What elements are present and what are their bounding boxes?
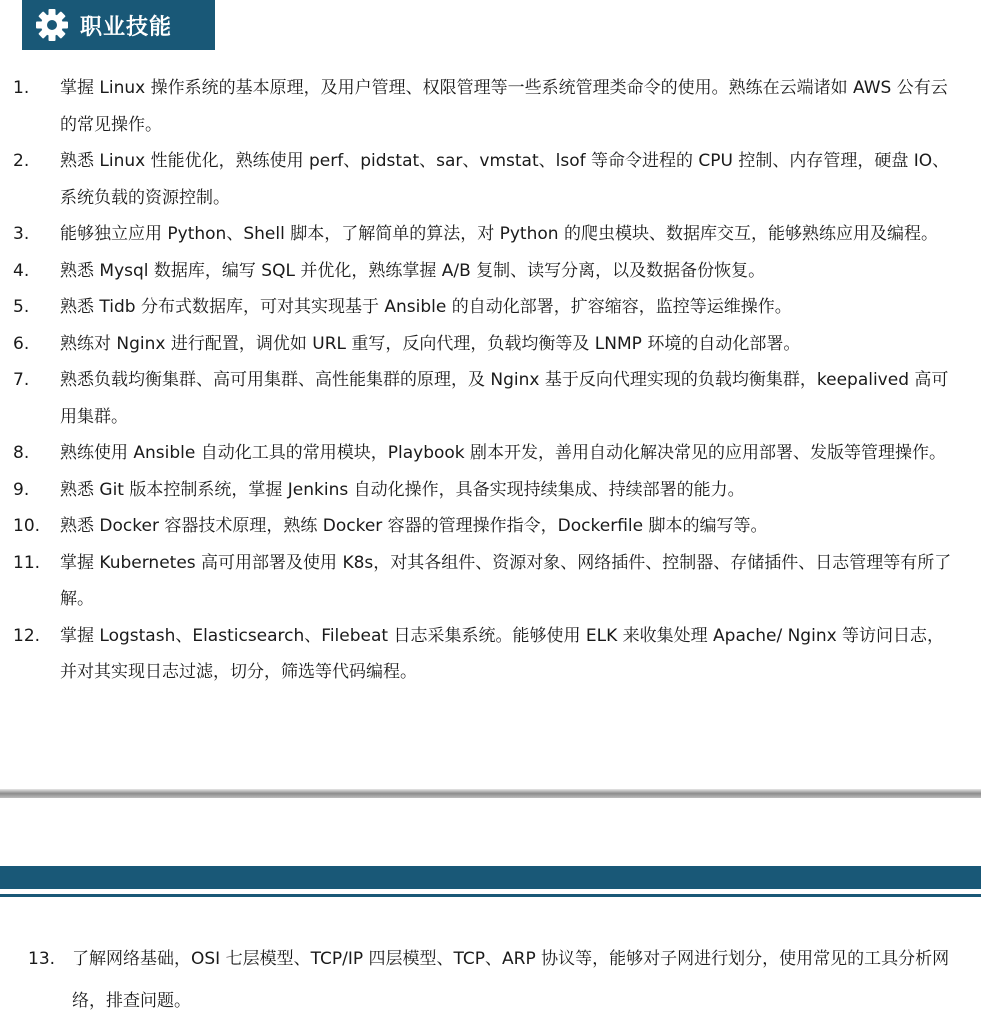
item-text: 熟练使用 Ansible 自动化工具的常用模块，Playbook 剧本开发，善用自动化解决常见的应用部署、发版等管理操作。 xyxy=(60,443,947,463)
item-number: 12. xyxy=(13,625,41,646)
list-item xyxy=(0,362,981,435)
list-item xyxy=(0,326,981,363)
list-item xyxy=(0,938,981,1022)
item-number: 3. xyxy=(13,224,30,244)
item-text: 掌握 Kubernetes 高可用部署及使用 K8s，对其各组件、资源对象、网络插件、控制器、存储插件、日志管理等有所了解。 xyxy=(60,552,952,609)
item-number: 11. xyxy=(13,552,41,573)
item-number: 7. xyxy=(13,370,30,390)
item-number: 5. xyxy=(13,297,30,317)
list-item xyxy=(0,143,981,216)
item-number: 2. xyxy=(13,151,30,171)
list-item xyxy=(0,435,981,472)
list-item xyxy=(0,253,981,290)
item-text: 了解网络基础，OSI 七层模型、TCP/IP 四层模型、TCP、ARP 协议等，能够对子网进行划分，使用常见的工具分析网络，排查问题。 xyxy=(72,949,950,1011)
item-number: 6. xyxy=(13,333,30,354)
section-band xyxy=(0,866,981,889)
item-number: 1. xyxy=(13,78,30,98)
item-text: 掌握 Linux 操作系统的基本原理，及用户管理、权限管理等一些系统管理类命令的使用。熟练在云端诸如 AWS 公有云的常见操作。 xyxy=(60,78,948,135)
item-text: 熟悉 Git 版本控制系统，掌握 Jenkins 自动化操作，具备实现持续集成、持续部署的能力。 xyxy=(60,479,745,500)
page-divider xyxy=(0,789,981,798)
item-number: 8. xyxy=(13,443,30,463)
item-text: 熟悉 Docker 容器技术原理，熟练 Docker 容器的管理操作指令，Dockerfile 脚本的编写等。 xyxy=(60,516,768,536)
item-number: 4. xyxy=(13,260,30,281)
item-text: 能够独立应用 Python、Shell 脚本，了解简单的算法，对 Python 的爬虫模块、数据库交互，能够熟练应用及编程。 xyxy=(60,224,938,244)
item-text: 熟悉 Linux 性能优化，熟练使用 perf、pidstat、sar、vmstat、lsof 等命令进程的 CPU 控制、内存管理，硬盘 IO、系统负载的资源控制。 xyxy=(60,151,950,208)
item-text: 熟悉负载均衡集群、高可用集群、高性能集群的原理，及 Nginx 基于反向代理实现的负载均衡集群，keepalived 高可用集群。 xyxy=(60,370,949,427)
section-rule xyxy=(0,894,981,897)
section-header xyxy=(22,0,215,50)
item-text: 熟练对 Nginx 进行配置，调优如 URL 重写，反向代理，负载均衡等及 LNMP 环境的自动化部署。 xyxy=(60,333,801,354)
item-number: 9. xyxy=(13,479,30,500)
list-item xyxy=(0,545,981,618)
list-item xyxy=(0,618,981,691)
section-title: 职业技能 xyxy=(80,14,173,40)
item-number: 10. xyxy=(13,516,41,536)
list-item xyxy=(0,70,981,143)
list-item xyxy=(0,508,981,545)
item-text: 熟悉 Tidb 分布式数据库，可对其实现基于 Ansible 的自动化部署，扩容缩容，监控等运维操作。 xyxy=(60,297,792,317)
gear-icon xyxy=(34,7,70,43)
skills-list xyxy=(0,70,981,691)
list-item xyxy=(0,289,981,326)
list-item xyxy=(0,216,981,253)
item-text: 掌握 Logstash、Elasticsearch、Filebeat 日志采集系统。能够使用 ELK 来收集处理 Apache/ Nginx 等访问日志，并对其实现日志过滤，切分，筛选等代码编程。 xyxy=(60,625,945,682)
item-text: 熟悉 Mysql 数据库，编写 SQL 并优化，熟练掌握 A/B 复制、读写分离，以及数据备份恢复。 xyxy=(60,260,766,281)
list-item xyxy=(0,472,981,509)
item-number: 13. xyxy=(28,949,56,969)
